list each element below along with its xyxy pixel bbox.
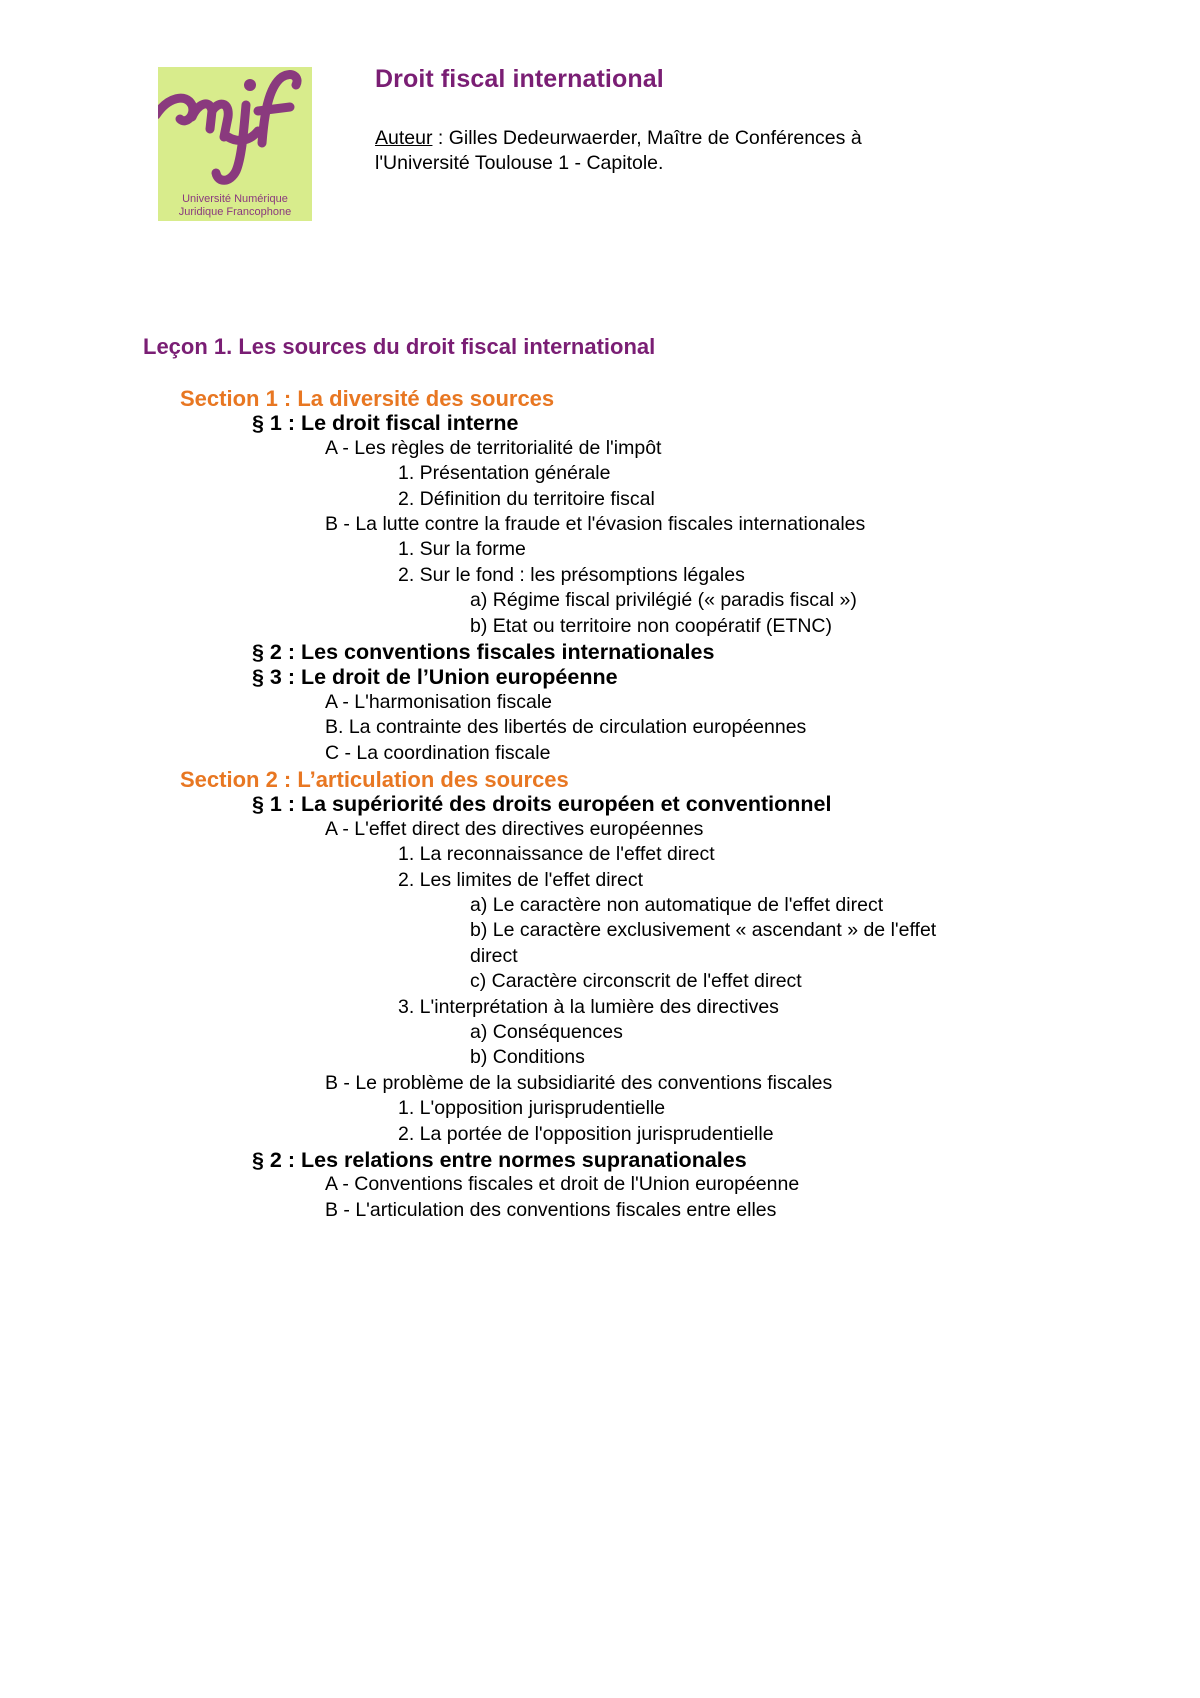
- outline-item-letter: A - L'harmonisation fiscale: [325, 690, 553, 713]
- outline-item-letter: A - Les règles de territorialité de l'impôt: [325, 436, 662, 459]
- outline-item-number: 3. L'interprétation à la lumière des directives: [398, 995, 779, 1018]
- outline-item-sub: b) Le caractère exclusivement « ascendant » de l'effet: [470, 919, 937, 942]
- paragraph-heading: § 2 : Les relations entre normes supranationales: [252, 1148, 747, 1172]
- outline-item-sub: a) Régime fiscal privilégié (« paradis fiscal »): [470, 589, 857, 612]
- author-block: [375, 126, 975, 176]
- outline-item-sub: a) Le caractère non automatique de l'effet direct: [470, 894, 884, 916]
- outline-item-sub: a) Conséquences: [470, 1021, 623, 1043]
- author-text-line-1: : Gilles Dedeurwaerder, Maître de Conférences à: [432, 127, 862, 149]
- outline-item-sub: b) Etat ou territoire non coopératif (ETNC): [470, 614, 832, 637]
- paragraph-heading: § 2 : Les conventions fiscales internationales: [252, 640, 715, 664]
- outline-item-sub: c) Caractère circonscrit de l'effet direct: [470, 970, 802, 993]
- outline-item-sub: direct: [470, 944, 518, 967]
- outline-item-number: 2. Définition du territoire fiscal: [398, 487, 655, 510]
- lecon-heading: Leçon 1. Les sources du droit fiscal international: [143, 334, 656, 359]
- outline-item-number: 1. La reconnaissance de l'effet direct: [398, 843, 715, 866]
- logo-line-1: Université Numérique: [182, 193, 288, 205]
- paragraph-heading: § 3 : Le droit de l’Union européenne: [252, 665, 618, 690]
- paragraph-heading: § 1 : Le droit fiscal interne: [252, 411, 519, 436]
- logo-dot: [244, 79, 256, 91]
- outline-item-letter: B - Le problème de la subsidiarité des conventions fiscales: [325, 1071, 833, 1094]
- outline-item-letter: A - Conventions fiscales et droit de l'Union européenne: [325, 1173, 800, 1196]
- outline-item-number: 2. Sur le fond : les présomptions légales: [398, 563, 745, 586]
- outline-item-number: 1. L'opposition jurisprudentielle: [398, 1097, 666, 1120]
- unjf-logo: [158, 67, 312, 221]
- section-heading: Section 1 : La diversité des sources: [180, 386, 555, 411]
- outline-item-number: 2. La portée de l'opposition jurisprudentielle: [398, 1122, 774, 1145]
- paragraph-heading: § 1 : La supériorité des droits européen et conventionnel: [252, 792, 832, 817]
- logo-line-2: Juridique Francophone: [178, 206, 292, 218]
- outline-item-letter: B - La lutte contre la fraude et l'évasion fiscales internationales: [325, 513, 866, 535]
- unjf-logo-mark: [158, 67, 312, 193]
- author-label: Auteur: [375, 127, 433, 149]
- outline-item-letter: A - L'effet direct des directives européennes: [325, 817, 704, 840]
- outline-item-sub: b) Conditions: [470, 1046, 585, 1069]
- outline-item-number: 2. Les limites de l'effet direct: [398, 868, 644, 891]
- section-heading: Section 2 : L’articulation des sources: [180, 767, 569, 792]
- document-title: Droit fiscal international: [375, 65, 664, 93]
- outline-item-letter: C - La coordination fiscale: [325, 741, 551, 764]
- outline-item-letter: B. La contrainte des libertés de circulation européennes: [325, 716, 807, 739]
- outline-item-letter: B - L'articulation des conventions fiscales entre elles: [325, 1198, 777, 1221]
- author-text-line-2: l'Université Toulouse 1 - Capitole.: [375, 152, 664, 174]
- outline-item-number: 1. Présentation générale: [398, 462, 611, 485]
- outline-item-number: 1. Sur la forme: [398, 538, 526, 561]
